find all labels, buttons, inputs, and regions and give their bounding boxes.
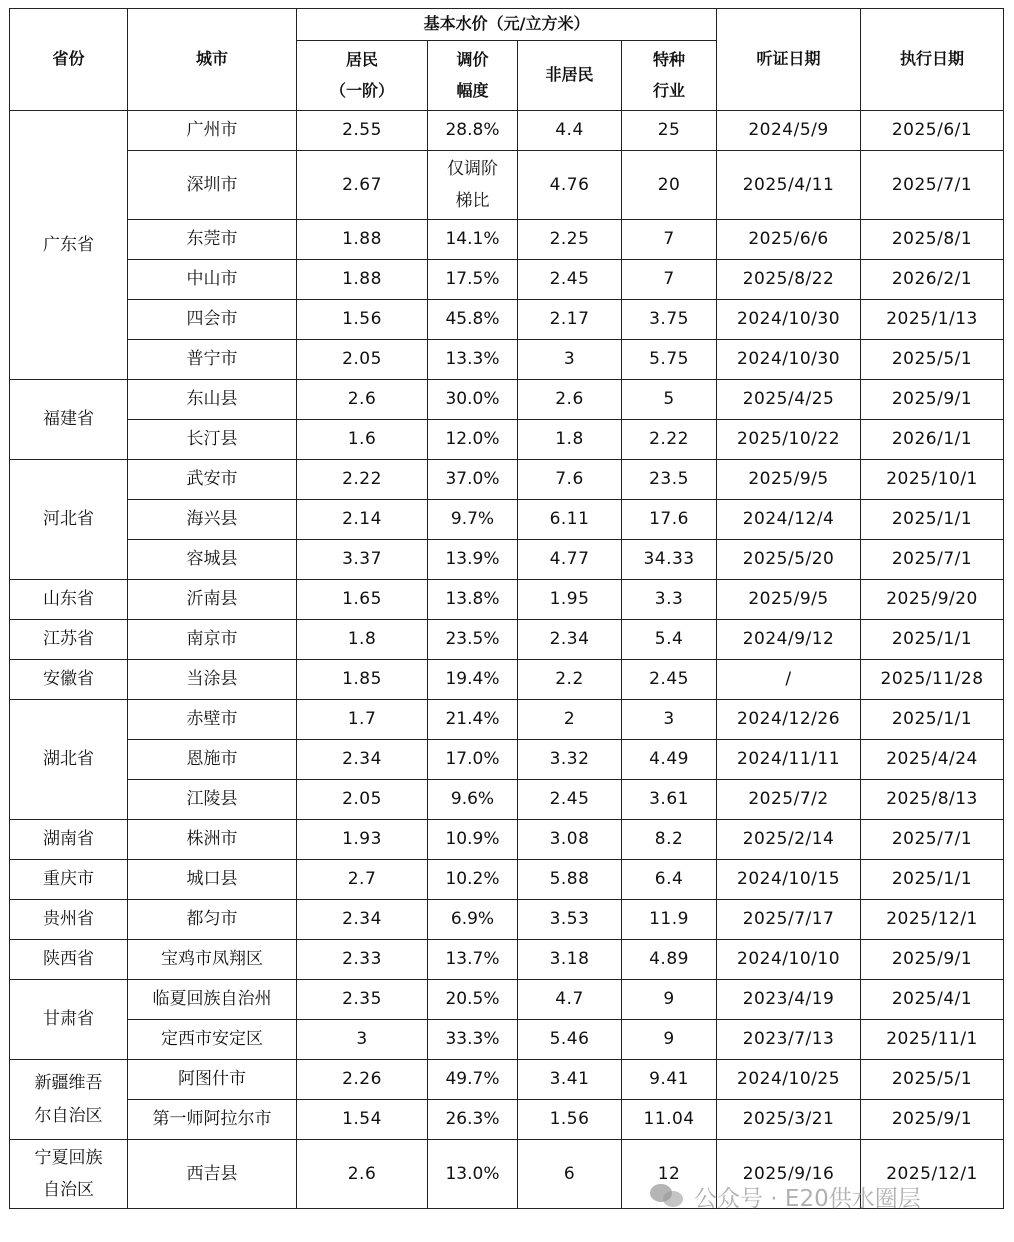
header-special bbox=[622, 41, 717, 111]
city-cell: 武安市 bbox=[128, 460, 297, 500]
table-row bbox=[10, 940, 1004, 980]
header-resident-line1: 居民 bbox=[345, 50, 378, 70]
adjust-cell: 14.1% bbox=[428, 220, 518, 260]
table-row bbox=[10, 151, 1004, 220]
table-row bbox=[10, 260, 1004, 300]
hearing-date-cell: / bbox=[717, 660, 861, 700]
table-row bbox=[10, 740, 1004, 780]
resident-price-cell: 1.65 bbox=[297, 580, 428, 620]
non-resident-price-cell: 2.34 bbox=[518, 620, 622, 660]
table-row bbox=[10, 700, 1004, 740]
table-row bbox=[10, 900, 1004, 940]
non-resident-price-cell: 5.88 bbox=[518, 860, 622, 900]
header-special-line1: 特种 bbox=[653, 50, 686, 70]
effective-date-cell: 2025/4/24 bbox=[861, 740, 1004, 780]
city-cell: 长汀县 bbox=[128, 420, 297, 460]
city-cell: 城口县 bbox=[128, 860, 297, 900]
city-cell: 株洲市 bbox=[128, 820, 297, 860]
hearing-date-cell: 2025/9/16 bbox=[717, 1140, 861, 1209]
resident-price-cell: 2.14 bbox=[297, 500, 428, 540]
province-cell: 山东省 bbox=[10, 580, 128, 620]
province-cell: 河北省 bbox=[10, 460, 128, 580]
non-resident-price-cell: 3.18 bbox=[518, 940, 622, 980]
special-price-cell: 3 bbox=[622, 700, 717, 740]
resident-price-cell: 2.34 bbox=[297, 740, 428, 780]
province-line1: 新疆维吾 bbox=[34, 1073, 103, 1094]
province-cell: 重庆市 bbox=[10, 860, 128, 900]
header-adjust-line1: 调价 bbox=[456, 50, 489, 70]
non-resident-price-cell: 2.45 bbox=[518, 780, 622, 820]
adjust-cell: 9.6% bbox=[428, 780, 518, 820]
province-line2: 自治区 bbox=[43, 1180, 94, 1200]
non-resident-price-cell: 3.08 bbox=[518, 820, 622, 860]
effective-date-cell: 2025/9/1 bbox=[861, 380, 1004, 420]
city-cell: 普宁市 bbox=[128, 340, 297, 380]
table-row bbox=[10, 380, 1004, 420]
non-resident-price-cell: 4.4 bbox=[518, 111, 622, 151]
effective-date-cell: 2025/7/1 bbox=[861, 151, 1004, 220]
hearing-date-cell: 2024/11/11 bbox=[717, 740, 861, 780]
effective-date-cell: 2026/2/1 bbox=[861, 260, 1004, 300]
city-cell: 赤壁市 bbox=[128, 700, 297, 740]
adjust-cell: 6.9% bbox=[428, 900, 518, 940]
adjust-cell: 13.7% bbox=[428, 940, 518, 980]
non-resident-price-cell: 2.2 bbox=[518, 660, 622, 700]
resident-price-cell: 1.8 bbox=[297, 620, 428, 660]
non-resident-price-cell: 3.53 bbox=[518, 900, 622, 940]
special-price-cell: 5.4 bbox=[622, 620, 717, 660]
city-cell: 宝鸡市凤翔区 bbox=[128, 940, 297, 980]
province-cell: 陕西省 bbox=[10, 940, 128, 980]
resident-price-cell: 2.7 bbox=[297, 860, 428, 900]
non-resident-price-cell: 2.45 bbox=[518, 260, 622, 300]
table-row bbox=[10, 980, 1004, 1020]
resident-price-cell: 1.6 bbox=[297, 420, 428, 460]
adjust-cell: 9.7% bbox=[428, 500, 518, 540]
hearing-date-cell: 2024/10/15 bbox=[717, 860, 861, 900]
resident-price-cell: 1.93 bbox=[297, 820, 428, 860]
province-cell: 甘肃省 bbox=[10, 980, 128, 1060]
table-row bbox=[10, 780, 1004, 820]
city-cell: 恩施市 bbox=[128, 740, 297, 780]
special-price-cell: 9 bbox=[622, 980, 717, 1020]
adjust-cell: 17.5% bbox=[428, 260, 518, 300]
effective-date-cell: 2026/1/1 bbox=[861, 420, 1004, 460]
adjust-cell: 28.8% bbox=[428, 111, 518, 151]
adjust-cell: 49.7% bbox=[428, 1060, 518, 1100]
hearing-date-cell: 2025/5/20 bbox=[717, 540, 861, 580]
hearing-date-cell: 2024/10/10 bbox=[717, 940, 861, 980]
resident-price-cell: 1.54 bbox=[297, 1100, 428, 1140]
table-row bbox=[10, 1020, 1004, 1060]
effective-date-cell: 2025/1/1 bbox=[861, 860, 1004, 900]
hearing-date-cell: 2025/9/5 bbox=[717, 460, 861, 500]
hearing-date-cell: 2025/6/6 bbox=[717, 220, 861, 260]
province-cell: 贵州省 bbox=[10, 900, 128, 940]
effective-date-cell: 2025/4/1 bbox=[861, 980, 1004, 1020]
effective-date-cell: 2025/5/1 bbox=[861, 1060, 1004, 1100]
special-price-cell: 7 bbox=[622, 220, 717, 260]
hearing-date-cell: 2025/7/17 bbox=[717, 900, 861, 940]
special-price-cell: 20 bbox=[622, 151, 717, 220]
hearing-date-cell: 2025/8/22 bbox=[717, 260, 861, 300]
province-cell: 广东省 bbox=[10, 111, 128, 380]
table-row bbox=[10, 111, 1004, 151]
adjust-cell: 26.3% bbox=[428, 1100, 518, 1140]
header-adjust-line2: 幅度 bbox=[456, 80, 489, 100]
non-resident-price-cell: 2.6 bbox=[518, 380, 622, 420]
city-cell: 西吉县 bbox=[128, 1140, 297, 1209]
hearing-date-cell: 2023/4/19 bbox=[717, 980, 861, 1020]
adjust-cell: 13.8% bbox=[428, 580, 518, 620]
resident-price-cell: 2.26 bbox=[297, 1060, 428, 1100]
effective-date-cell: 2025/8/13 bbox=[861, 780, 1004, 820]
adjust-cell: 10.9% bbox=[428, 820, 518, 860]
hearing-date-cell: 2023/7/13 bbox=[717, 1020, 861, 1060]
resident-price-cell: 2.05 bbox=[297, 780, 428, 820]
hearing-date-cell: 2024/9/12 bbox=[717, 620, 861, 660]
table-row bbox=[10, 1060, 1004, 1100]
city-cell: 江陵县 bbox=[128, 780, 297, 820]
province-cell: 福建省 bbox=[10, 380, 128, 460]
hearing-date-cell: 2025/7/2 bbox=[717, 780, 861, 820]
table-row bbox=[10, 620, 1004, 660]
adjust-cell: 13.9% bbox=[428, 540, 518, 580]
effective-date-cell: 2025/8/1 bbox=[861, 220, 1004, 260]
table-row bbox=[10, 500, 1004, 540]
hearing-date-cell: 2025/10/22 bbox=[717, 420, 861, 460]
hearing-date-cell: 2024/5/9 bbox=[717, 111, 861, 151]
adjust-cell: 21.4% bbox=[428, 700, 518, 740]
special-price-cell: 25 bbox=[622, 111, 717, 151]
header-province: 省份 bbox=[10, 9, 128, 111]
hearing-date-cell: 2025/9/5 bbox=[717, 580, 861, 620]
header-city: 城市 bbox=[128, 9, 297, 111]
effective-date-cell: 2025/11/28 bbox=[861, 660, 1004, 700]
special-price-cell: 2.45 bbox=[622, 660, 717, 700]
adjust-cell bbox=[428, 151, 518, 220]
special-price-cell: 8.2 bbox=[622, 820, 717, 860]
city-cell: 沂南县 bbox=[128, 580, 297, 620]
table-row bbox=[10, 1140, 1004, 1209]
table-header bbox=[10, 9, 1004, 111]
resident-price-cell: 3.37 bbox=[297, 540, 428, 580]
city-cell: 南京市 bbox=[128, 620, 297, 660]
city-cell: 都匀市 bbox=[128, 900, 297, 940]
province-cell bbox=[10, 1060, 128, 1140]
effective-date-cell: 2025/7/1 bbox=[861, 540, 1004, 580]
table-row bbox=[10, 220, 1004, 260]
non-resident-price-cell: 4.77 bbox=[518, 540, 622, 580]
non-resident-price-cell: 2.17 bbox=[518, 300, 622, 340]
adjust-cell: 17.0% bbox=[428, 740, 518, 780]
adjust-cell: 13.3% bbox=[428, 340, 518, 380]
city-cell: 四会市 bbox=[128, 300, 297, 340]
special-price-cell: 3.3 bbox=[622, 580, 717, 620]
city-cell: 当涂县 bbox=[128, 660, 297, 700]
special-price-cell: 6.4 bbox=[622, 860, 717, 900]
effective-date-cell: 2025/9/1 bbox=[861, 1100, 1004, 1140]
effective-date-cell: 2025/1/13 bbox=[861, 300, 1004, 340]
table-row bbox=[10, 860, 1004, 900]
province-line2: 尔自治区 bbox=[34, 1105, 103, 1126]
table-row bbox=[10, 820, 1004, 860]
resident-price-cell: 1.56 bbox=[297, 300, 428, 340]
special-price-cell: 12 bbox=[622, 1140, 717, 1209]
resident-price-cell: 1.7 bbox=[297, 700, 428, 740]
table-row bbox=[10, 340, 1004, 380]
table-row bbox=[10, 660, 1004, 700]
header-effective-date: 执行日期 bbox=[861, 9, 1004, 111]
city-cell: 海兴县 bbox=[128, 500, 297, 540]
special-price-cell: 2.22 bbox=[622, 420, 717, 460]
header-non-resident: 非居民 bbox=[518, 41, 622, 111]
city-cell: 临夏回族自治州 bbox=[128, 980, 297, 1020]
city-cell: 广州市 bbox=[128, 111, 297, 151]
effective-date-cell: 2025/9/20 bbox=[861, 580, 1004, 620]
province-line1: 宁夏回族 bbox=[34, 1147, 103, 1168]
special-price-cell: 3.61 bbox=[622, 780, 717, 820]
table-row bbox=[10, 420, 1004, 460]
special-price-cell: 7 bbox=[622, 260, 717, 300]
non-resident-price-cell: 2 bbox=[518, 700, 622, 740]
non-resident-price-cell: 1.56 bbox=[518, 1100, 622, 1140]
hearing-date-cell: 2025/3/21 bbox=[717, 1100, 861, 1140]
resident-price-cell: 2.6 bbox=[297, 1140, 428, 1209]
special-price-cell: 3.75 bbox=[622, 300, 717, 340]
effective-date-cell: 2025/6/1 bbox=[861, 111, 1004, 151]
city-cell: 东山县 bbox=[128, 380, 297, 420]
special-price-cell: 5.75 bbox=[622, 340, 717, 380]
effective-date-cell: 2025/5/1 bbox=[861, 340, 1004, 380]
table-body bbox=[10, 111, 1004, 1209]
header-hearing-date: 听证日期 bbox=[717, 9, 861, 111]
table-row bbox=[10, 1100, 1004, 1140]
effective-date-cell: 2025/7/1 bbox=[861, 820, 1004, 860]
header-resident-line2: （一阶） bbox=[329, 80, 394, 100]
non-resident-price-cell: 6.11 bbox=[518, 500, 622, 540]
hearing-date-cell: 2024/12/4 bbox=[717, 500, 861, 540]
special-price-cell: 11.9 bbox=[622, 900, 717, 940]
effective-date-cell: 2025/1/1 bbox=[861, 620, 1004, 660]
special-price-cell: 9.41 bbox=[622, 1060, 717, 1100]
city-cell: 东莞市 bbox=[128, 220, 297, 260]
effective-date-cell: 2025/10/1 bbox=[861, 460, 1004, 500]
resident-price-cell: 3 bbox=[297, 1020, 428, 1060]
effective-date-cell: 2025/1/1 bbox=[861, 500, 1004, 540]
resident-price-cell: 2.05 bbox=[297, 340, 428, 380]
hearing-date-cell: 2024/10/30 bbox=[717, 300, 861, 340]
non-resident-price-cell: 5.46 bbox=[518, 1020, 622, 1060]
resident-price-cell: 2.33 bbox=[297, 940, 428, 980]
effective-date-cell: 2025/11/1 bbox=[861, 1020, 1004, 1060]
resident-price-cell: 2.6 bbox=[297, 380, 428, 420]
resident-price-cell: 1.88 bbox=[297, 260, 428, 300]
adjust-cell: 23.5% bbox=[428, 620, 518, 660]
non-resident-price-cell: 3.41 bbox=[518, 1060, 622, 1100]
header-adjust bbox=[428, 41, 518, 111]
non-resident-price-cell: 3.32 bbox=[518, 740, 622, 780]
province-cell: 安徽省 bbox=[10, 660, 128, 700]
city-cell: 容城县 bbox=[128, 540, 297, 580]
non-resident-price-cell: 7.6 bbox=[518, 460, 622, 500]
table-row bbox=[10, 300, 1004, 340]
province-cell: 江苏省 bbox=[10, 620, 128, 660]
resident-price-cell: 2.34 bbox=[297, 900, 428, 940]
city-cell: 定西市安定区 bbox=[128, 1020, 297, 1060]
table-row bbox=[10, 580, 1004, 620]
adjust-cell: 30.0% bbox=[428, 380, 518, 420]
non-resident-price-cell: 4.76 bbox=[518, 151, 622, 220]
non-resident-price-cell: 3 bbox=[518, 340, 622, 380]
resident-price-cell: 2.67 bbox=[297, 151, 428, 220]
hearing-date-cell: 2025/4/11 bbox=[717, 151, 861, 220]
non-resident-price-cell: 6 bbox=[518, 1140, 622, 1209]
city-cell: 第一师阿拉尔市 bbox=[128, 1100, 297, 1140]
city-cell: 中山市 bbox=[128, 260, 297, 300]
hearing-date-cell: 2025/4/25 bbox=[717, 380, 861, 420]
adjust-line2: 梯比 bbox=[455, 191, 490, 211]
province-cell: 湖北省 bbox=[10, 700, 128, 820]
adjust-cell: 33.3% bbox=[428, 1020, 518, 1060]
province-cell bbox=[10, 1140, 128, 1209]
resident-price-cell: 2.55 bbox=[297, 111, 428, 151]
header-resident bbox=[297, 41, 428, 111]
effective-date-cell: 2025/9/1 bbox=[861, 940, 1004, 980]
effective-date-cell: 2025/12/1 bbox=[861, 900, 1004, 940]
adjust-cell: 10.2% bbox=[428, 860, 518, 900]
province-cell: 湖南省 bbox=[10, 820, 128, 860]
special-price-cell: 4.89 bbox=[622, 940, 717, 980]
non-resident-price-cell: 4.7 bbox=[518, 980, 622, 1020]
resident-price-cell: 2.35 bbox=[297, 980, 428, 1020]
special-price-cell: 34.33 bbox=[622, 540, 717, 580]
effective-date-cell: 2025/1/1 bbox=[861, 700, 1004, 740]
non-resident-price-cell: 1.95 bbox=[518, 580, 622, 620]
hearing-date-cell: 2024/10/30 bbox=[717, 340, 861, 380]
special-price-cell: 9 bbox=[622, 1020, 717, 1060]
adjust-cell: 19.4% bbox=[428, 660, 518, 700]
adjust-cell: 20.5% bbox=[428, 980, 518, 1020]
special-price-cell: 17.6 bbox=[622, 500, 717, 540]
header-special-line2: 行业 bbox=[653, 80, 686, 100]
adjust-cell: 13.0% bbox=[428, 1140, 518, 1209]
table-row bbox=[10, 540, 1004, 580]
watermark-text: 公众号 · E20供水圈层 bbox=[694, 1185, 921, 1212]
effective-date-cell: 2025/12/1 bbox=[861, 1140, 1004, 1209]
hearing-date-cell: 2024/12/26 bbox=[717, 700, 861, 740]
hearing-date-cell: 2024/10/25 bbox=[717, 1060, 861, 1100]
resident-price-cell: 1.85 bbox=[297, 660, 428, 700]
special-price-cell: 5 bbox=[622, 380, 717, 420]
resident-price-cell: 2.22 bbox=[297, 460, 428, 500]
hearing-date-cell: 2025/2/14 bbox=[717, 820, 861, 860]
adjust-line1: 仅调阶 bbox=[447, 158, 498, 179]
non-resident-price-cell: 1.8 bbox=[518, 420, 622, 460]
table-row bbox=[10, 460, 1004, 500]
water-price-table bbox=[9, 8, 1004, 1209]
non-resident-price-cell: 2.25 bbox=[518, 220, 622, 260]
special-price-cell: 11.04 bbox=[622, 1100, 717, 1140]
resident-price-cell: 1.88 bbox=[297, 220, 428, 260]
city-cell: 阿图什市 bbox=[128, 1060, 297, 1100]
header-basic-price: 基本水价（元/立方米） bbox=[297, 9, 717, 41]
special-price-cell: 23.5 bbox=[622, 460, 717, 500]
special-price-cell: 4.49 bbox=[622, 740, 717, 780]
adjust-cell: 37.0% bbox=[428, 460, 518, 500]
adjust-cell: 45.8% bbox=[428, 300, 518, 340]
adjust-cell: 12.0% bbox=[428, 420, 518, 460]
city-cell: 深圳市 bbox=[128, 151, 297, 220]
